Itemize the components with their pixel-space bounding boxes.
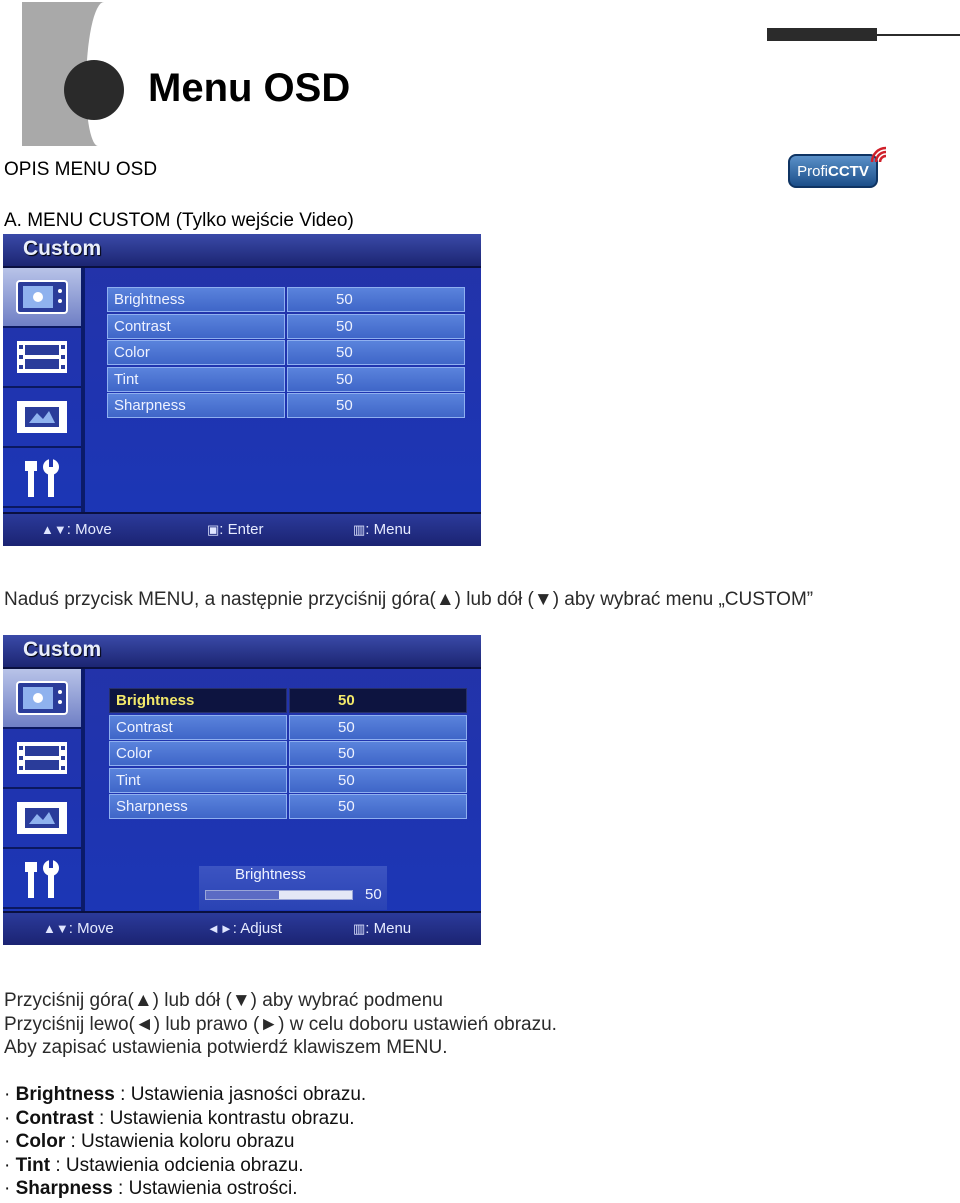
- osd-row-value: 50: [287, 340, 465, 365]
- osd-settings-table: [107, 287, 465, 420]
- enter-square-icon: ▣: [207, 522, 220, 537]
- slider-label: Brightness: [235, 866, 306, 883]
- proficctv-logo: [788, 144, 890, 190]
- osd-custom-menu-screenshot: [3, 234, 481, 546]
- up-down-arrows-icon: ▲▼: [43, 921, 69, 936]
- picture-frame-icon: [13, 397, 71, 437]
- monitor-sun-icon: [13, 277, 71, 317]
- osd-row-label: Tint: [107, 367, 285, 392]
- osd-row-contrast: [107, 314, 465, 340]
- osd-title-bar: [3, 234, 481, 268]
- picture-frame-icon: [13, 798, 71, 838]
- osd-row-value: 50: [287, 314, 465, 339]
- definition-term: Sharpness: [15, 1178, 113, 1199]
- osd-hint-move: ▲▼: Move: [43, 920, 114, 937]
- menu-grid-icon: ▥: [353, 921, 366, 936]
- osd-row-value: 50: [287, 367, 465, 392]
- osd-row-value: 50: [289, 715, 467, 740]
- osd-footer: [3, 911, 481, 945]
- definition-term: Contrast: [15, 1108, 94, 1129]
- tools-icon: [13, 858, 71, 902]
- definition-brightness: · Brightness : Ustawienia jasności obrazu.: [4, 1084, 367, 1105]
- osd-picture-tab: [3, 268, 81, 328]
- osd-row-value: 50: [289, 768, 467, 793]
- osd-tools-tab: [3, 849, 81, 909]
- definition-sharpness: · Sharpness : Ustawienia ostrości.: [4, 1178, 298, 1199]
- definition-desc: : Ustawienia jasności obrazu.: [114, 1084, 367, 1105]
- logo-text-cctv: CCTV: [828, 162, 869, 180]
- osd-row-label: Color: [107, 340, 285, 365]
- definition-desc: : Ustawienia kontrastu obrazu.: [93, 1108, 355, 1129]
- osd-row-value: 50: [287, 287, 465, 312]
- osd-row-value: 50: [289, 741, 467, 766]
- osd-divider: [81, 669, 85, 913]
- osd-settings-table: [109, 688, 467, 821]
- osd-film-tab: [3, 729, 81, 789]
- definition-term: Tint: [15, 1155, 51, 1176]
- definition-color: · Color : Ustawienia koloru obrazu: [4, 1131, 295, 1152]
- osd-row-brightness-selected: [109, 688, 467, 714]
- osd-row-color: [107, 340, 465, 366]
- osd-tools-tab: [3, 448, 81, 508]
- instruction-line-3: Aby zapisać ustawienia potwierdź klawiszem MENU.: [4, 1037, 448, 1058]
- osd-row-label: Brightness: [107, 287, 285, 312]
- osd-image-tab: [3, 789, 81, 849]
- osd-divider: [81, 268, 85, 512]
- osd-hint-menu: ▥: Menu: [353, 920, 412, 937]
- film-strip-icon: [13, 337, 71, 377]
- instruction-line-2: Przyciśnij lewo(◄) lub prawo (►) w celu doboru ustawień obrazu.: [4, 1014, 557, 1035]
- header-line-decoration: [877, 34, 960, 36]
- osd-row-label: Tint: [109, 768, 287, 793]
- osd-title: Custom: [23, 638, 102, 661]
- definition-term: Brightness: [15, 1084, 115, 1105]
- header-bar-decoration: [767, 28, 877, 41]
- brightness-slider-fill: [206, 891, 279, 899]
- osd-row-label: Contrast: [107, 314, 285, 339]
- osd-hint-move: ▲▼: Move: [41, 521, 112, 538]
- osd-row-value: 50: [289, 794, 467, 819]
- definition-desc: : Ustawienia koloru obrazu: [65, 1131, 295, 1152]
- section-title: OPIS MENU OSD: [4, 159, 158, 180]
- osd-row-label: Contrast: [109, 715, 287, 740]
- page-title: Menu OSD: [148, 66, 351, 110]
- osd-row-label: Color: [109, 741, 287, 766]
- section-subtitle: A. MENU CUSTOM (Tylko wejście Video): [4, 210, 354, 231]
- osd-row-label: Sharpness: [107, 393, 285, 418]
- instruction-select-custom: Naduś przycisk MENU, a następnie przyciśnij góra(▲) lub dół (▼) aby wybrać menu „CUSTOM”: [4, 589, 814, 610]
- definition-desc: : Ustawienia odcienia obrazu.: [50, 1155, 304, 1176]
- header-bullet-circle: [64, 60, 124, 120]
- osd-row-color: [109, 741, 467, 767]
- osd-row-contrast: [109, 715, 467, 741]
- osd-row-brightness: [107, 287, 465, 313]
- osd-hint-adjust: ◄►: Adjust: [207, 920, 282, 937]
- osd-film-tab: [3, 328, 81, 388]
- up-down-arrows-icon: ▲▼: [41, 522, 67, 537]
- tools-icon: [13, 457, 71, 501]
- brightness-slider-track: [205, 890, 353, 900]
- osd-row-label: Sharpness: [109, 794, 287, 819]
- osd-hint-enter: ▣: Enter: [207, 521, 264, 538]
- osd-brightness-adjust-screenshot: [3, 635, 481, 945]
- definition-contrast: · Contrast : Ustawienia kontrastu obrazu.: [4, 1108, 355, 1129]
- osd-row-label: Brightness: [109, 688, 287, 713]
- osd-row-sharpness: [109, 794, 467, 820]
- menu-grid-icon: ▥: [353, 522, 366, 537]
- definition-term: Color: [15, 1131, 66, 1152]
- osd-row-value: 50: [287, 393, 465, 418]
- osd-picture-tab: [3, 669, 81, 729]
- film-strip-icon: [13, 738, 71, 778]
- osd-image-tab: [3, 388, 81, 448]
- instruction-line-1: Przyciśnij góra(▲) lub dół (▼) aby wybrać podmenu: [4, 990, 443, 1011]
- monitor-sun-icon: [13, 678, 71, 718]
- osd-sidebar: [3, 669, 81, 913]
- osd-footer: [3, 512, 481, 546]
- osd-row-tint: [107, 367, 465, 393]
- brightness-slider-panel: [199, 866, 387, 910]
- osd-row-sharpness: [107, 393, 465, 419]
- osd-sidebar: [3, 268, 81, 512]
- osd-row-tint: [109, 768, 467, 794]
- definition-tint: · Tint : Ustawienia odcienia obrazu.: [4, 1155, 304, 1176]
- slider-value: 50: [365, 886, 382, 903]
- osd-title-bar: [3, 635, 481, 669]
- osd-row-value: 50: [289, 688, 467, 713]
- osd-hint-menu: ▥: Menu: [353, 521, 412, 538]
- left-right-arrows-icon: ◄►: [207, 921, 233, 936]
- definition-desc: : Ustawienia ostrości.: [112, 1178, 298, 1199]
- logo-text-profi: Profi: [797, 162, 828, 180]
- osd-title: Custom: [23, 237, 102, 260]
- wireless-icon: [868, 144, 890, 166]
